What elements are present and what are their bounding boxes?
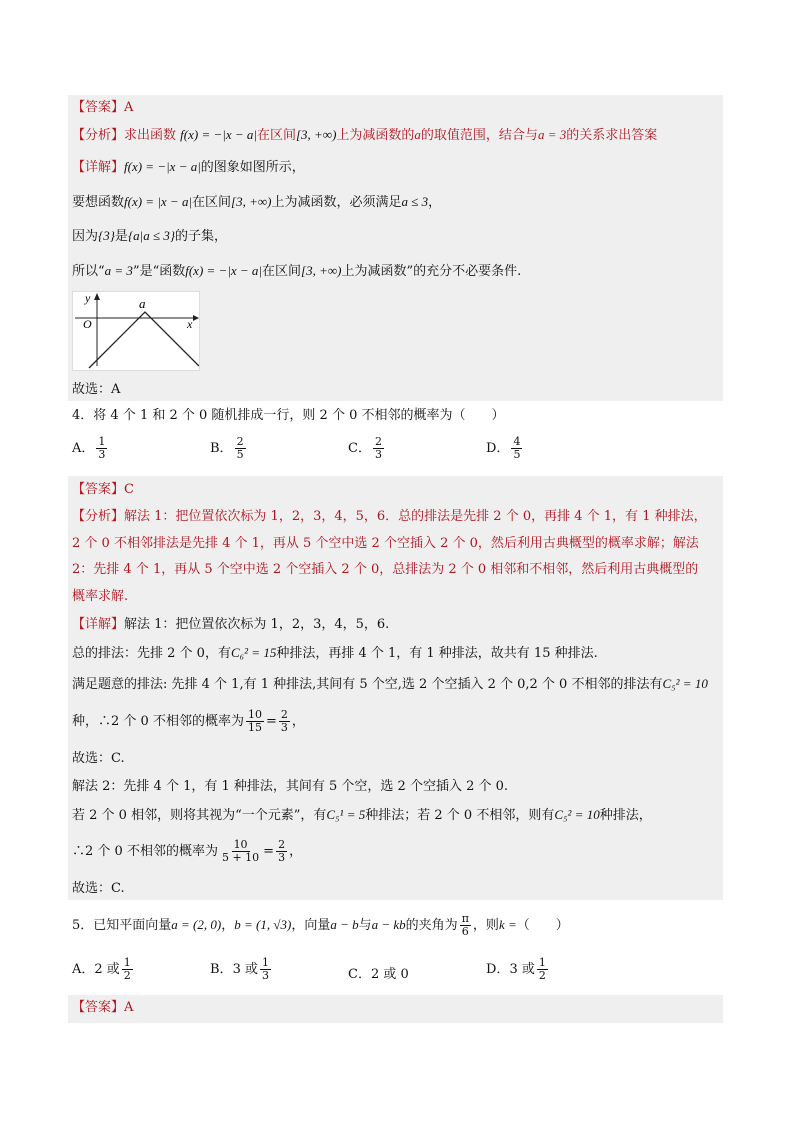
- option-label: A．: [72, 441, 95, 456]
- detail-text: 种排法，: [599, 808, 652, 823]
- detail-text: 是: [114, 229, 128, 244]
- analysis-text: 解法 1：把位置依次标为 1，2，3，4，5，6．总的排法是先排 2 个 0，再排 4 个 1，有 1 种排法，: [124, 509, 707, 524]
- q4-detail-line-1: [72, 615, 389, 635]
- vector-expression: a − kb: [371, 917, 406, 932]
- q5-option-a[interactable]: [72, 957, 135, 982]
- numerator: 1: [261, 956, 269, 969]
- q5-answer: [72, 998, 133, 1018]
- option-fraction: [373, 436, 384, 461]
- q4-analysis-line-2: 2 个 0 不相邻排法是先排 4 个 1，再从 5 个空中选 2 个空插入 2 个 0，然后利用古典概型的概率求解；解法: [72, 536, 699, 551]
- analysis-text: 在区间: [256, 128, 296, 143]
- interval-expression: [3, +∞): [301, 263, 342, 278]
- vector-expression: a = (2, 0): [171, 917, 222, 932]
- detail-text: 种排法；若 2 个 0 不相邻，则有: [365, 808, 555, 823]
- detail-text: 上为减函数”的充分不必要条件.: [341, 264, 522, 279]
- q4-detail-line-4: [72, 707, 305, 737]
- q4-analysis-line-4: 概率求解.: [72, 589, 129, 604]
- probability-fraction: [276, 839, 287, 864]
- numerator: 1: [538, 956, 546, 969]
- analysis-text: 上为减函数的: [336, 128, 415, 143]
- option-label: B．: [210, 962, 233, 977]
- set-expression: {a|a ≤ 3}: [127, 228, 176, 243]
- angle-fraction: [460, 913, 471, 938]
- option-fraction: [96, 436, 107, 461]
- detail-text: 种，∴2 个 0 不相邻的概率为: [72, 714, 244, 729]
- answer-tag: 【答案】: [72, 100, 125, 115]
- detail-text: 解法 1：把位置依次标为 1，2，3，4，5，6.: [124, 617, 390, 632]
- q3-choose: 故选：A: [72, 382, 121, 397]
- denominator: 3: [280, 721, 288, 734]
- q5-option-c[interactable]: [348, 963, 409, 982]
- detail-text: 因为: [72, 229, 99, 244]
- option-label: C．: [348, 441, 371, 456]
- combination-expression: C₅² = 10: [662, 676, 708, 691]
- y-axis-arrow: [94, 293, 100, 300]
- denominator: 6: [461, 925, 469, 938]
- a-label: a: [139, 296, 146, 311]
- x-axis-label: x: [187, 317, 193, 331]
- graph-curve: [89, 312, 199, 368]
- q4-stem: 4．将 4 个 1 和 2 个 0 随机排成一行，则 2 个 0 不相邻的概率为（ ）: [72, 408, 505, 423]
- condition-expression: a = 3: [104, 263, 133, 278]
- answer-tag: 【答案】: [72, 482, 125, 497]
- denominator: 2: [538, 969, 546, 982]
- q4-method2-line-2: [72, 805, 652, 826]
- q4-option-b[interactable]: [210, 436, 248, 461]
- numerator: 10: [233, 838, 248, 851]
- numerator: 1: [123, 956, 131, 969]
- option-fraction: [260, 957, 271, 982]
- combination-expression: C₆² = 15: [230, 645, 277, 660]
- q4-option-a[interactable]: [72, 436, 109, 461]
- answer-value: A: [124, 1000, 134, 1015]
- denominator: 15: [247, 721, 262, 734]
- numerator: 2: [278, 838, 286, 851]
- denominator: 5: [236, 448, 244, 461]
- detail-text: 种排法，再排 4 个 1，有 1 种排法，故共有 15 种排法.: [276, 646, 598, 661]
- detail-text: 的图象如图所示，: [200, 160, 305, 175]
- combination-expression: C₅¹ = 5: [326, 807, 366, 822]
- option-text: 3 或: [232, 962, 258, 977]
- detail-text: 若 2 个 0 相邻，则将其视为“一个元素”，有: [72, 808, 327, 823]
- numerator: 10: [247, 708, 262, 721]
- analysis-text: 的关系求出答案: [566, 128, 658, 143]
- set-expression: {3}: [98, 228, 115, 243]
- q3-detail-line-3: [72, 226, 227, 247]
- equals-sign: =: [265, 714, 277, 729]
- variable-k: k =: [498, 917, 517, 932]
- equals-sign: =: [263, 844, 275, 859]
- stem-text: 与: [358, 918, 372, 933]
- detail-text: 上为减函数，必须满足: [271, 195, 402, 210]
- q5-option-d[interactable]: [486, 957, 550, 982]
- detail-text: ，: [428, 195, 442, 210]
- numerator: 2: [374, 435, 382, 448]
- analysis-tag: 【分析】: [72, 128, 125, 143]
- q5-stem: [72, 910, 569, 941]
- option-fraction: [122, 957, 133, 982]
- numerator: 2: [236, 435, 244, 448]
- vector-expression: b = (1, √3): [234, 917, 292, 932]
- q4-detail-line-2: [72, 643, 598, 664]
- detail-text: 在区间: [192, 195, 232, 210]
- stem-text: 5．已知平面向量: [72, 918, 172, 933]
- numerator: 2: [280, 708, 288, 721]
- condition-expression: a ≤ 3: [401, 194, 429, 209]
- detail-text: 在区间: [262, 264, 302, 279]
- stem-text: ，向量: [291, 918, 331, 933]
- detail-text: ∴2 个 0 不相邻的概率为: [72, 844, 218, 859]
- denominator: 3: [98, 448, 106, 461]
- answer-tag: 【答案】: [72, 1000, 125, 1015]
- option-text: 3 或: [509, 962, 535, 977]
- denominator: 3: [374, 448, 382, 461]
- detail-text: 满足题意的排法: 先排 4 个 1,有 1 种排法,其间有 5 个空,选 2 个空插入 2 个 0,2 个 0 不相邻的排法有: [72, 677, 663, 692]
- analysis-tag: 【分析】: [72, 509, 125, 524]
- option-label: B．: [210, 441, 233, 456]
- q4-choose-1: 故选：C.: [72, 751, 125, 766]
- function-expression: f(x) = −|x − a|: [180, 127, 257, 142]
- q5-option-b[interactable]: [210, 957, 273, 982]
- analysis-text: 求出函数: [124, 128, 177, 143]
- analysis-text: 的取值范围，结合与: [420, 128, 538, 143]
- q4-analysis-line-1: [72, 507, 707, 527]
- function-expression: f(x) = −|x − a|: [124, 159, 201, 174]
- q3-analysis: [72, 125, 657, 146]
- condition-expression: a = 3: [537, 127, 567, 142]
- detail-text: ，: [289, 844, 303, 859]
- probability-fraction: [279, 709, 290, 734]
- q4-analysis-line-3: 2：先排 4 个 1，再从 5 个空中选 2 个空插入 2 个 0，总排法为 2 个 0 相邻和不相邻，然后利用古典概型的: [72, 562, 699, 577]
- detail-text: 的子集，: [175, 229, 228, 244]
- stem-text: ，: [221, 918, 235, 933]
- denominator: 5: [513, 448, 521, 461]
- option-text: 2 或: [94, 962, 120, 977]
- option-fraction: [537, 957, 548, 982]
- interval-expression: [3, +∞): [295, 127, 337, 142]
- q4-detail-line-3: [72, 674, 708, 695]
- q3-detail-line-1: [72, 157, 305, 178]
- detail-text: ，: [291, 714, 305, 729]
- detail-tag: 【详解】: [72, 160, 125, 175]
- function-expression: f(x) = −|x − a|: [185, 263, 263, 278]
- option-fraction: [235, 436, 246, 461]
- option-label: A．: [72, 962, 95, 977]
- option-label: D．: [486, 441, 510, 456]
- detail-text: 总的排法：先排 2 个 0，有: [72, 646, 231, 661]
- function-graph: [72, 291, 200, 371]
- vector-expression: a − b: [330, 917, 359, 932]
- q3-detail-line-2: [72, 192, 441, 213]
- q4-answer: [72, 480, 134, 500]
- q4-method2-line-3: [72, 837, 302, 867]
- option-fraction: [511, 436, 522, 461]
- probability-fraction: [220, 839, 261, 864]
- answer-value: A: [124, 100, 134, 115]
- answer-value: C: [124, 482, 134, 497]
- option-label: C．: [348, 967, 371, 982]
- q4-option-c[interactable]: [348, 436, 386, 461]
- probability-fraction: [246, 709, 264, 734]
- option-text: 2 或 0: [370, 967, 409, 982]
- option-label: D．: [486, 962, 510, 977]
- detail-text: 所以“: [72, 264, 105, 279]
- origin-label: O: [83, 317, 92, 331]
- numerator: π: [461, 912, 469, 925]
- x-axis-arrow: [193, 315, 199, 321]
- stem-text: ，则: [472, 918, 499, 933]
- denominator: 2: [123, 969, 131, 982]
- detail-tag: 【详解】: [72, 617, 125, 632]
- q4-choose-2: 故选：C.: [72, 881, 125, 896]
- denominator: 3: [278, 851, 286, 864]
- q4-option-d[interactable]: [486, 436, 524, 461]
- numerator: 4: [513, 435, 521, 448]
- q4-method2-line-1: 解法 2：先排 4 个 1，有 1 种排法，其间有 5 个空，选 2 个空插入 2 个 0.: [72, 779, 509, 794]
- stem-text: 的夹角为: [405, 918, 458, 933]
- interval-expression: [3, +∞): [231, 194, 272, 209]
- detail-text: ”是“函数: [132, 264, 186, 279]
- combination-expression: C₅² = 10: [554, 807, 600, 822]
- denominator: 5 + 10: [221, 851, 260, 864]
- denominator: 3: [261, 969, 269, 982]
- q5-solution-block: [68, 995, 723, 1023]
- function-expression: f(x) = |x − a|: [124, 194, 193, 209]
- q3-answer: [72, 98, 133, 118]
- stem-text: （ ）: [516, 918, 569, 933]
- y-axis-label: y: [85, 292, 91, 305]
- detail-text: 要想函数: [72, 195, 125, 210]
- numerator: 1: [98, 435, 106, 448]
- variable-a: a: [414, 127, 421, 142]
- q3-detail-line-4: [72, 261, 521, 282]
